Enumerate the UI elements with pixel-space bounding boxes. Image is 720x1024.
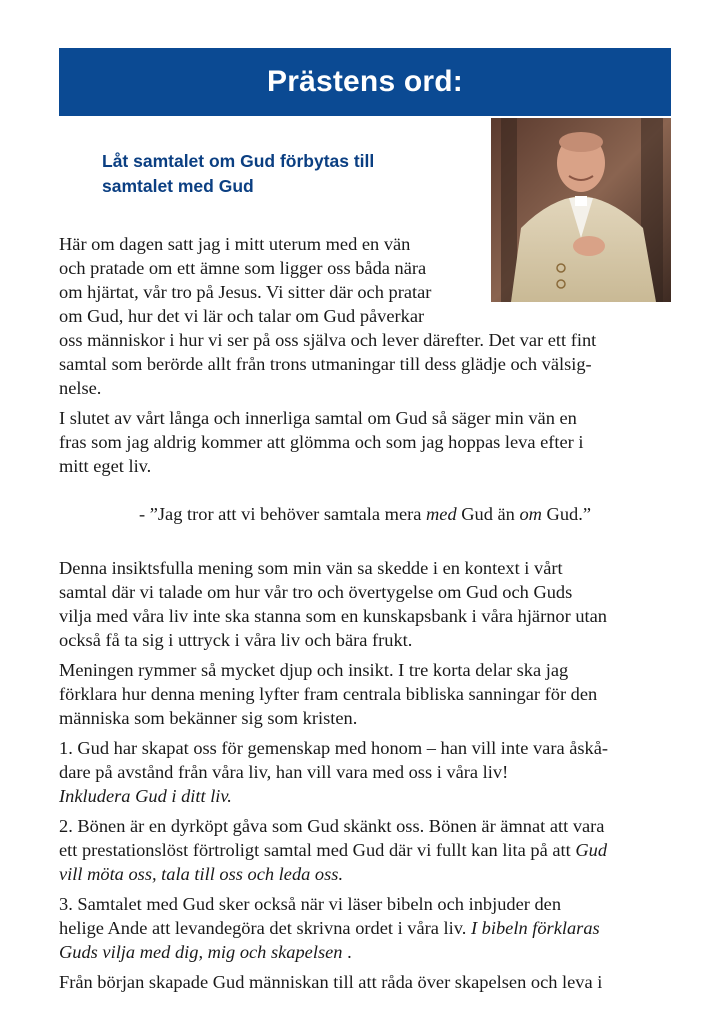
paragraph-4 (59, 658, 671, 730)
text-line: dare på avstånd från våra liv, han vill vara med oss i våra liv! (59, 762, 509, 782)
subtitle-line: samtalet med Gud (102, 176, 254, 196)
quote-text: - ”Jag tror att vi behöver samtala mera (139, 504, 426, 524)
paragraph-6 (59, 814, 671, 886)
paragraph-2 (59, 406, 671, 478)
emphasis-text: Guds vilja med dig, mig och skapelsen (59, 942, 343, 962)
text-line: förklara hur denna mening lyfter fram centrala bibliska sanningar för den (59, 684, 598, 704)
text-line: 3. Samtalet med Gud sker också när vi läser bibeln och inbjuder den (59, 894, 562, 914)
quote-emphasis: om (519, 504, 542, 524)
paragraph-5 (59, 736, 671, 808)
quote-text: Gud.” (541, 504, 591, 524)
text-line: mitt eget liv. (59, 456, 152, 476)
text-line: helige Ande att levandegöra det skrivna ordet i våra liv. (59, 918, 471, 938)
emphasis-line: vill möta oss, tala till oss och leda oss. (59, 864, 344, 884)
paragraph-7 (59, 892, 671, 964)
subtitle-line: Låt samtalet om Gud förbytas till (102, 151, 375, 171)
text-line: samtal där vi talade om hur vår tro och övertygelse om Gud och Guds (59, 582, 573, 602)
text-line: också få ta sig i uttryck i våra liv och bära frukt. (59, 630, 413, 650)
text-line: I slutet av vårt långa och innerliga samtal om Gud så säger min vän en (59, 408, 577, 428)
article-subtitle (102, 149, 462, 199)
text-line: Här om dagen satt jag i mitt uterum med en vän (59, 234, 411, 254)
emphasis-text: I bibeln förklaras (470, 918, 600, 938)
intro-paragraph (59, 232, 671, 400)
text-line: fras som jag aldrig kommer att glömma och som jag hoppas leva efter i (59, 432, 584, 452)
emphasis-line: Inkludera Gud i ditt liv. (59, 786, 232, 806)
paragraph-8 (59, 970, 671, 994)
text-line: . (342, 942, 352, 962)
header-banner (59, 48, 671, 116)
paragraph-3 (59, 556, 671, 652)
quote (59, 502, 671, 526)
text-line: 2. Bönen är en dyrköpt gåva som Gud skänkt oss. Bönen är ämnat att vara (59, 816, 605, 836)
text-line: om Gud, hur det vi lär och talar om Gud påverkar (59, 306, 425, 326)
text-line: Denna insiktsfulla mening som min vän sa skedde i en kontext i vårt (59, 558, 563, 578)
text-line: människa som bekänner sig som kristen. (59, 708, 358, 728)
text-line: samtal som berörde allt från trons utmaningar till dess glädje och välsig- (59, 354, 592, 374)
page-title: Prästens ord: (267, 65, 463, 98)
text-line: 1. Gud har skapat oss för gemenskap med honom – han vill inte vara åskå- (59, 738, 609, 758)
text-line: vilja med våra liv inte ska stanna som en kunskapsbank i våra hjärnor utan (59, 606, 607, 626)
article-body (59, 232, 671, 1000)
text-line: Från början skapade Gud människan till att råda över skapelsen och leva i (59, 972, 603, 992)
text-line: om hjärtat, vår tro på Jesus. Vi sitter där och pratar (59, 282, 432, 302)
text-line: nelse. (59, 378, 102, 398)
text-line: ett prestationslöst förtroligt samtal med Gud där vi fullt kan lita på att (59, 840, 576, 860)
quote-emphasis: med (426, 504, 457, 524)
text-line: oss människor i hur vi ser på oss själva och lever därefter. Det var ett fint (59, 330, 597, 350)
quote-text: Gud än (456, 504, 520, 524)
text-line: och pratade om ett ämne som ligger oss båda nära (59, 258, 427, 278)
text-line: Meningen rymmer så mycket djup och insikt. I tre korta delar ska jag (59, 660, 569, 680)
emphasis-text: Gud (575, 840, 608, 860)
